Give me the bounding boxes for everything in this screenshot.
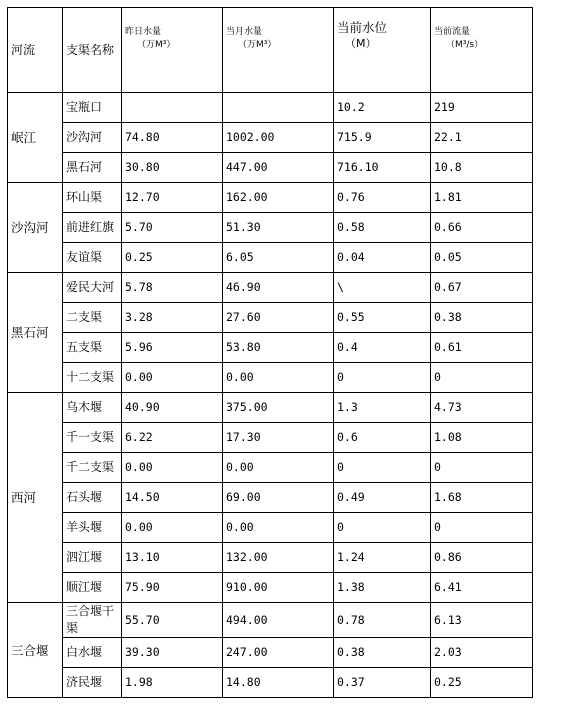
header-month-unit: （万M³）: [238, 40, 277, 50]
table-row: [8, 153, 533, 183]
table-row: [8, 123, 533, 153]
table-row: [8, 668, 533, 698]
month-cell: 46.90: [223, 273, 334, 303]
yesterday-cell: 5.70: [122, 213, 223, 243]
level-cell: \: [334, 273, 431, 303]
header-yesterday-unit: （万M³）: [137, 40, 176, 50]
header-month: [223, 8, 334, 93]
level-cell: 0.6: [334, 423, 431, 453]
flow-cell: 0.38: [431, 303, 533, 333]
branch-name-cell: 沙沟河: [63, 123, 122, 153]
branch-name-cell: 黑石河: [63, 153, 122, 183]
branch-name-cell: 宝瓶口: [63, 93, 122, 123]
yesterday-cell: 12.70: [122, 183, 223, 213]
branch-name-cell: 石头堰: [63, 483, 122, 513]
yesterday-cell: 6.22: [122, 423, 223, 453]
level-cell: 0.04: [334, 243, 431, 273]
flow-cell: 6.13: [431, 603, 533, 638]
header-row: [8, 8, 533, 93]
level-cell: 0: [334, 363, 431, 393]
level-cell: 0.37: [334, 668, 431, 698]
flow-cell: 0: [431, 513, 533, 543]
month-cell: 51.30: [223, 213, 334, 243]
yesterday-cell: 55.70: [122, 603, 223, 638]
river-cell: 黑石河: [8, 273, 63, 393]
month-cell: 375.00: [223, 393, 334, 423]
month-cell: [223, 93, 334, 123]
table-row: [8, 513, 533, 543]
branch-name-cell: 友谊渠: [63, 243, 122, 273]
table-row: [8, 603, 533, 638]
flow-cell: 22.1: [431, 123, 533, 153]
flow-cell: 0: [431, 363, 533, 393]
yesterday-cell: 74.80: [122, 123, 223, 153]
branch-name-cell: 乌木堰: [63, 393, 122, 423]
flow-cell: 0.05: [431, 243, 533, 273]
flow-cell: 10.8: [431, 153, 533, 183]
level-cell: 1.38: [334, 573, 431, 603]
flow-cell: 219: [431, 93, 533, 123]
table-row: [8, 363, 533, 393]
level-cell: 0.78: [334, 603, 431, 638]
branch-name-cell: 济民堰: [63, 668, 122, 698]
level-cell: 0.76: [334, 183, 431, 213]
month-cell: 27.60: [223, 303, 334, 333]
yesterday-cell: 75.90: [122, 573, 223, 603]
yesterday-cell: 14.50: [122, 483, 223, 513]
month-cell: 162.00: [223, 183, 334, 213]
month-cell: 247.00: [223, 638, 334, 668]
water-data-table: [7, 7, 533, 698]
month-cell: 17.30: [223, 423, 334, 453]
flow-cell: 1.81: [431, 183, 533, 213]
table-row: [8, 573, 533, 603]
flow-cell: 0.66: [431, 213, 533, 243]
yesterday-cell: 30.80: [122, 153, 223, 183]
yesterday-cell: 5.96: [122, 333, 223, 363]
month-cell: 53.80: [223, 333, 334, 363]
river-cell: 沙沟河: [8, 183, 63, 273]
level-cell: 0.49: [334, 483, 431, 513]
table-row: [8, 333, 533, 363]
month-cell: 0.00: [223, 453, 334, 483]
river-cell: 岷江: [8, 93, 63, 183]
table-row: [8, 423, 533, 453]
level-cell: 716.10: [334, 153, 431, 183]
table-row: [8, 183, 533, 213]
month-cell: 132.00: [223, 543, 334, 573]
flow-cell: 6.41: [431, 573, 533, 603]
yesterday-cell: 1.98: [122, 668, 223, 698]
header-level-unit: （M）: [345, 37, 377, 50]
header-yesterday-label: 昨日水量: [125, 27, 162, 37]
branch-name-cell: 顺江堰: [63, 573, 122, 603]
yesterday-cell: 5.78: [122, 273, 223, 303]
yesterday-cell: [122, 93, 223, 123]
header-flow: [431, 8, 533, 93]
month-cell: 1002.00: [223, 123, 334, 153]
branch-name-cell: 泗江堰: [63, 543, 122, 573]
table-row: [8, 393, 533, 423]
river-cell: 西河: [8, 393, 63, 603]
header-level: [334, 8, 431, 93]
yesterday-cell: 0.00: [122, 363, 223, 393]
month-cell: 494.00: [223, 603, 334, 638]
header-river: 河流: [8, 8, 63, 93]
month-cell: 447.00: [223, 153, 334, 183]
yesterday-cell: 0.00: [122, 453, 223, 483]
yesterday-cell: 3.28: [122, 303, 223, 333]
table-row: [8, 243, 533, 273]
table-row: [8, 453, 533, 483]
branch-name-cell: 三合堰干渠: [63, 603, 122, 638]
header-yesterday: [122, 8, 223, 93]
level-cell: 0: [334, 453, 431, 483]
branch-name-cell: 十二支渠: [63, 363, 122, 393]
table-row: [8, 273, 533, 303]
level-cell: 0: [334, 513, 431, 543]
branch-name-cell: 五支渠: [63, 333, 122, 363]
level-cell: 0.58: [334, 213, 431, 243]
flow-cell: 0.61: [431, 333, 533, 363]
table-row: [8, 213, 533, 243]
table-row: [8, 483, 533, 513]
branch-name-cell: 爱民大河: [63, 273, 122, 303]
header-flow-label: 当前流量: [434, 27, 471, 37]
level-cell: 1.3: [334, 393, 431, 423]
flow-cell: 0.67: [431, 273, 533, 303]
header-level-label: 当前水位: [337, 20, 388, 35]
flow-cell: 4.73: [431, 393, 533, 423]
branch-name-cell: 千一支渠: [63, 423, 122, 453]
yesterday-cell: 13.10: [122, 543, 223, 573]
level-cell: 715.9: [334, 123, 431, 153]
flow-cell: 0: [431, 453, 533, 483]
level-cell: 10.2: [334, 93, 431, 123]
flow-cell: 1.08: [431, 423, 533, 453]
yesterday-cell: 0.25: [122, 243, 223, 273]
month-cell: 6.05: [223, 243, 334, 273]
branch-name-cell: 千二支渠: [63, 453, 122, 483]
flow-cell: 2.03: [431, 638, 533, 668]
month-cell: 910.00: [223, 573, 334, 603]
table-row: [8, 638, 533, 668]
flow-cell: 1.68: [431, 483, 533, 513]
level-cell: 0.38: [334, 638, 431, 668]
level-cell: 0.4: [334, 333, 431, 363]
month-cell: 14.80: [223, 668, 334, 698]
header-flow-unit: （M³/s）: [446, 40, 484, 50]
flow-cell: 0.86: [431, 543, 533, 573]
branch-name-cell: 环山渠: [63, 183, 122, 213]
flow-cell: 0.25: [431, 668, 533, 698]
table-body: [8, 8, 533, 698]
branch-name-cell: 二支渠: [63, 303, 122, 333]
table-row: [8, 543, 533, 573]
month-cell: 0.00: [223, 513, 334, 543]
table-row: [8, 303, 533, 333]
header-branch: 支渠名称: [63, 8, 122, 93]
branch-name-cell: 羊头堰: [63, 513, 122, 543]
table-row: [8, 93, 533, 123]
level-cell: 0.55: [334, 303, 431, 333]
yesterday-cell: 40.90: [122, 393, 223, 423]
yesterday-cell: 0.00: [122, 513, 223, 543]
branch-name-cell: 白水堰: [63, 638, 122, 668]
branch-name-cell: 前进红旗: [63, 213, 122, 243]
yesterday-cell: 39.30: [122, 638, 223, 668]
month-cell: 0.00: [223, 363, 334, 393]
river-cell: 三合堰: [8, 603, 63, 698]
level-cell: 1.24: [334, 543, 431, 573]
month-cell: 69.00: [223, 483, 334, 513]
header-month-label: 当月水量: [226, 27, 263, 37]
